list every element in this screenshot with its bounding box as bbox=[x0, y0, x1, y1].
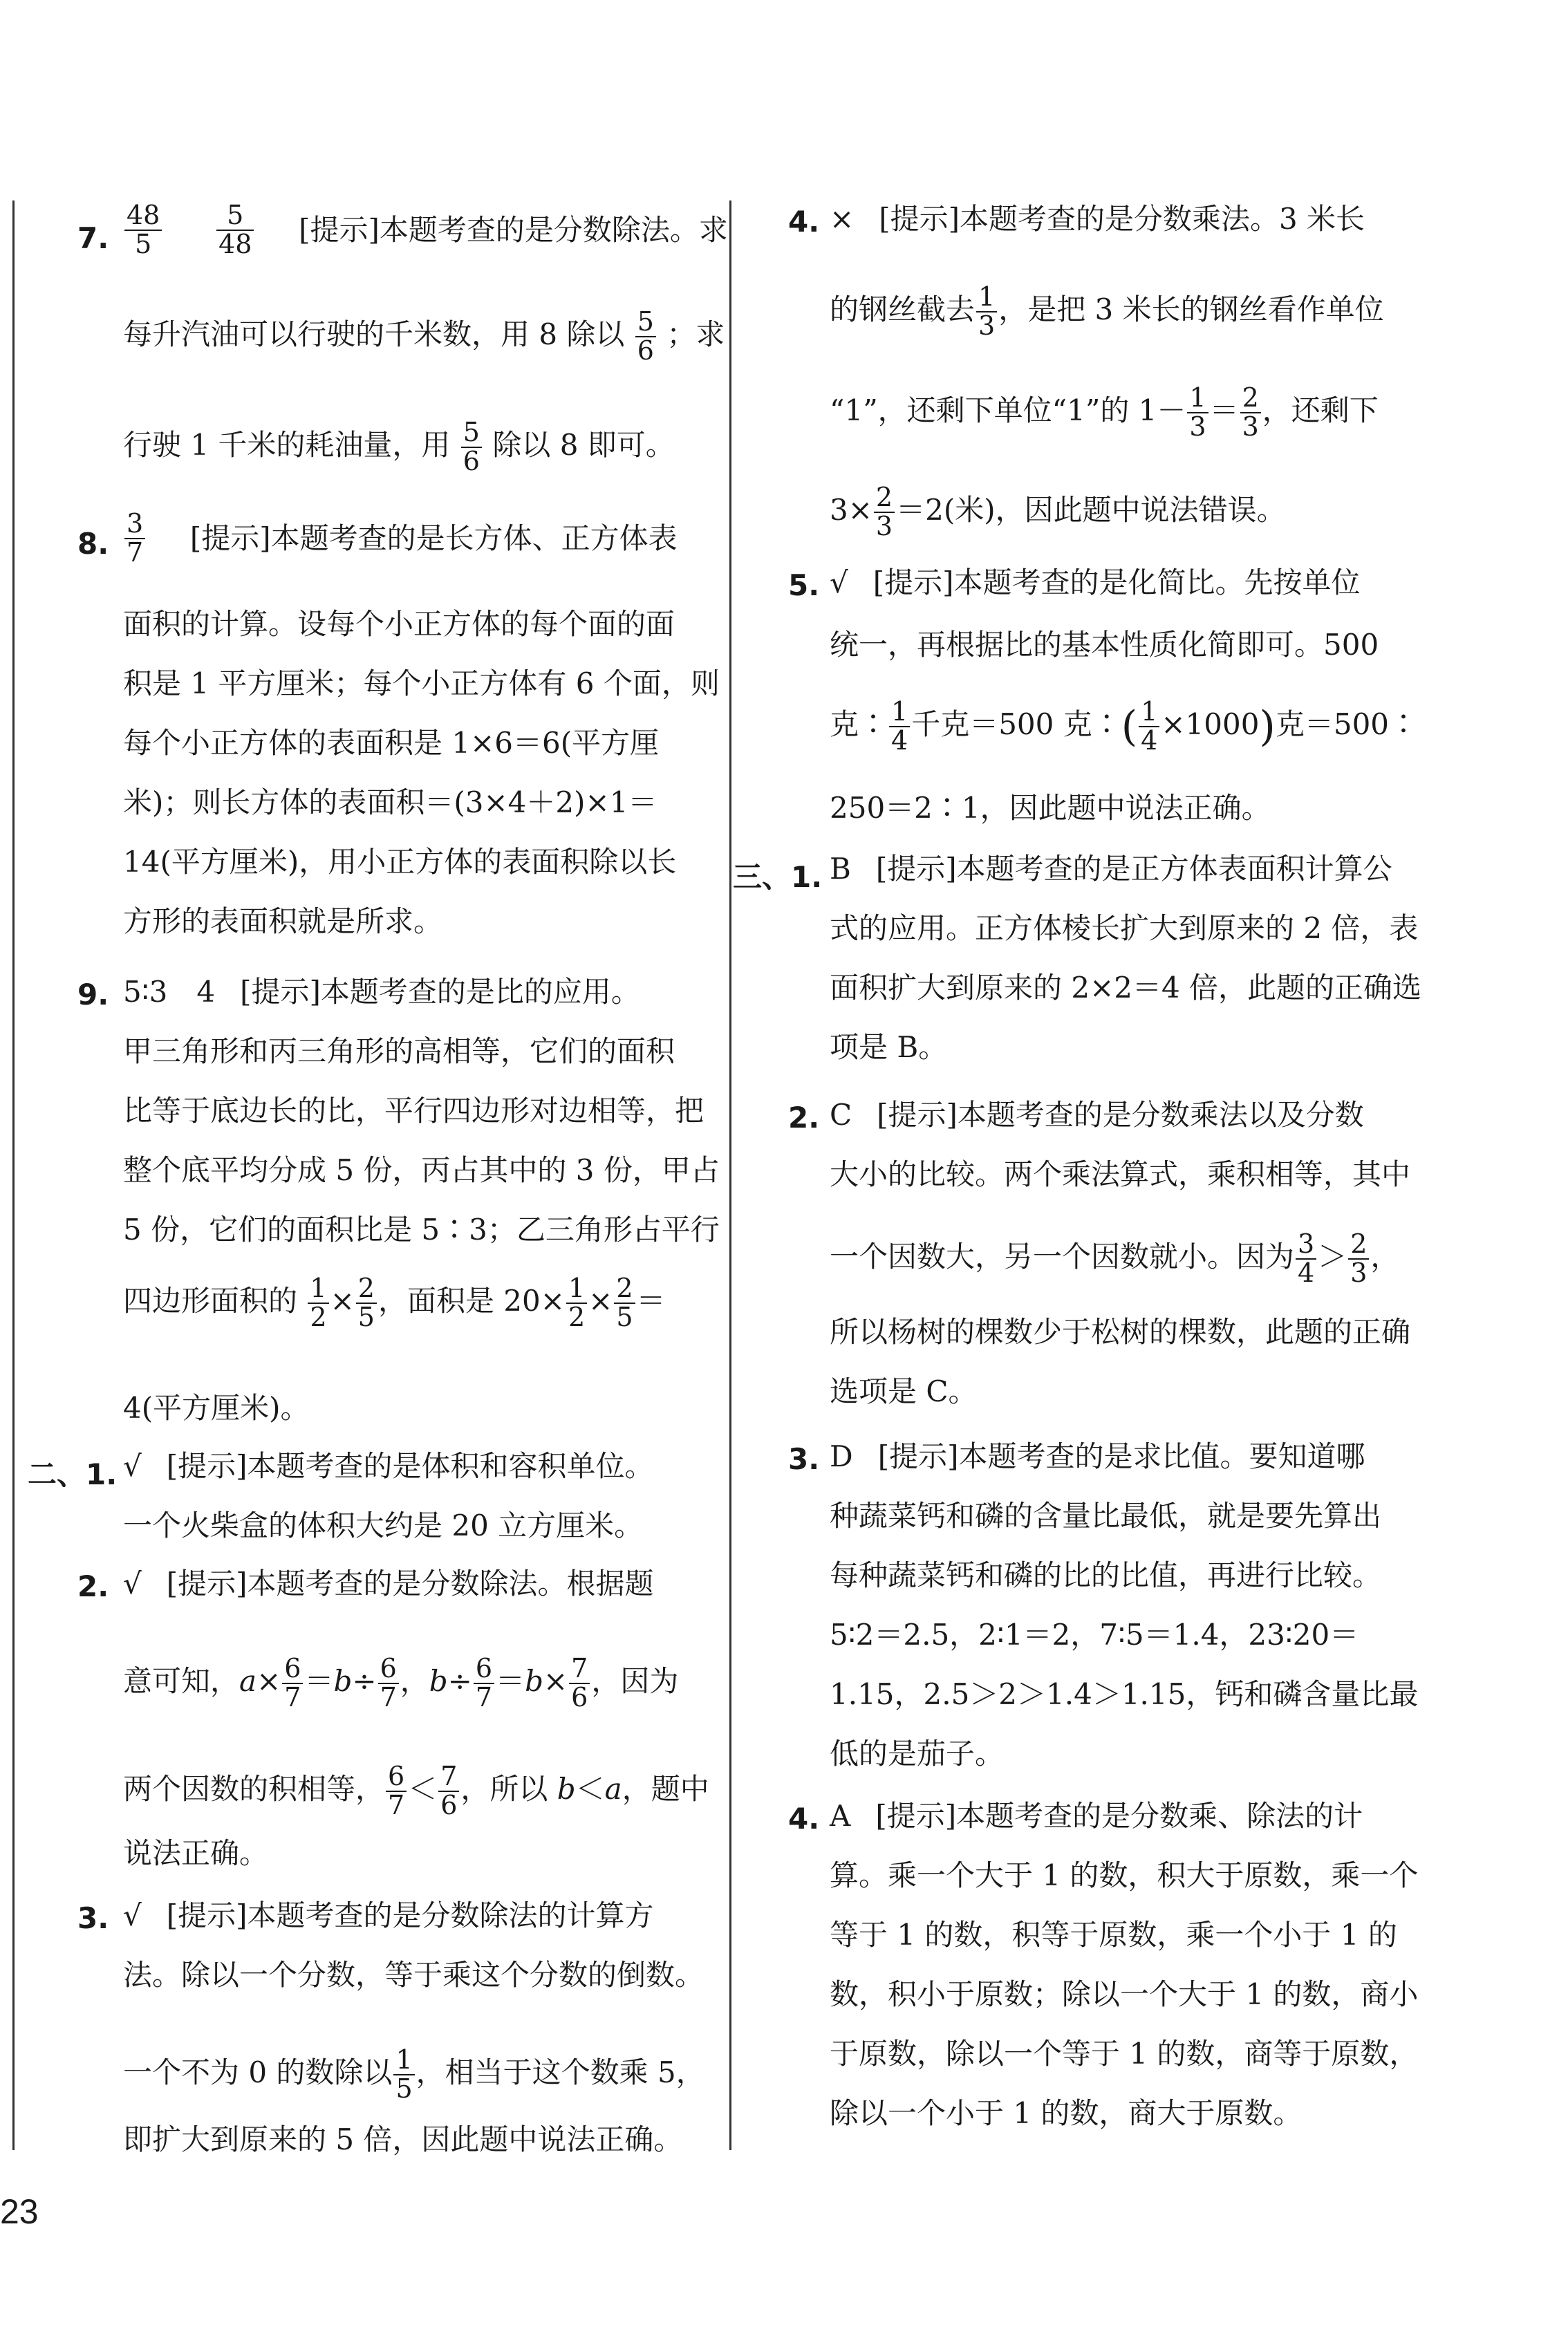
question-number: 4. bbox=[788, 205, 820, 239]
text-line: C [提示]本题考查的是分数乘法以及分数 bbox=[830, 1098, 1364, 1132]
text-line: 面积的计算。设每个小正方体的每个面的面 bbox=[123, 607, 675, 641]
question-number: 7. bbox=[77, 221, 109, 255]
text-line: 一个因数大，另一个因数就小。因为 $\frac{3}{4}$ ＞ $\frac{2}{3}$ ， bbox=[830, 1229, 1400, 1288]
text-line: 除以一个小于 1 的数，商大于原数。 bbox=[830, 2096, 1303, 2130]
section-number: 三、1. bbox=[733, 860, 823, 894]
text-line: 所以杨树的棵数少于松树的棵数，此题的正确 bbox=[830, 1315, 1411, 1349]
text-line: 即扩大到原来的 5 倍，因此题中说法正确。 bbox=[123, 2122, 683, 2156]
text-line: 大小的比较。两个乘法算式，乘积相等，其中 bbox=[830, 1157, 1411, 1191]
left-margin-rule bbox=[12, 200, 15, 2150]
fraction: $\frac{1}{4}$ bbox=[1139, 698, 1159, 755]
column-divider bbox=[729, 200, 731, 2150]
text-line: 四边形面积的 $\frac{1}{2}$ × $\frac{2}{5}$ ，面积是 20× $\frac{1}{2}$ × $\frac{2}{5}$ ＝ bbox=[123, 1273, 666, 1332]
text-line: 一个不为 0 的数除以 $\frac{1}{5}$ ，相当于这个数乘 5， bbox=[123, 2044, 705, 2104]
fraction: $\frac{48}{5}$ bbox=[124, 202, 162, 259]
text-line: 5 份，它们的面积比是 5∶3；乙三角形占平行 bbox=[123, 1213, 720, 1247]
text-line: 两个因数的积相等， $\frac{6}{7}$ ＜ $\frac{7}{6}$ ，所以 b＜a，题中 bbox=[123, 1761, 709, 1820]
text-line: 5∶2＝2.5，2∶1＝2，7∶5＝1.4，23∶20＝ bbox=[830, 1618, 1359, 1652]
text-line: √ [提示]本题考查的是分数除法。根据题 bbox=[123, 1567, 654, 1600]
text-line: 意可知，a× $\frac{6}{7}$ ＝b÷ $\frac{6}{7}$ ，b÷ $\frac{6}{7}$ ＝b× $\frac{7}{6}$ ，因为 bbox=[123, 1653, 679, 1712]
answer-values bbox=[123, 202, 728, 259]
fraction: $\frac{3}{7}$ bbox=[124, 510, 145, 567]
text-line: 5∶3 4 [提示]本题考查的是比的应用。 bbox=[123, 975, 640, 1009]
fraction: $\frac{6}{7}$ bbox=[378, 1655, 399, 1712]
text-line: 克∶ $\frac{1}{4}$ 千克＝500 克∶( $\frac{1}{4}$ ×1000)克＝500∶ bbox=[830, 696, 1419, 756]
text-line: 米)；则长方体的表面积＝(3×4＋2)×1＝ bbox=[123, 785, 657, 819]
text-line: 算。乘一个大于 1 的数，积大于原数，乘一个 bbox=[830, 1858, 1419, 1892]
text-line: 方形的表面积就是所求。 bbox=[123, 904, 443, 938]
fraction: $\frac{5}{6}$ bbox=[635, 308, 656, 365]
text-line: 比等于底边长的比，平行四边形对边相等，把 bbox=[123, 1094, 704, 1128]
text-line: 统一，再根据比的基本性质化简即可。500 bbox=[830, 628, 1379, 662]
text-line: × [提示]本题考查的是分数乘法。3 米长 bbox=[830, 202, 1365, 236]
question-number: 3. bbox=[77, 1901, 109, 1935]
text-line: “1”，还剩下单位“1”的 1－ $\frac{1}{3}$ ＝ $\frac{2}{3}$ ，还剩下 bbox=[830, 382, 1379, 442]
text-line: 种蔬菜钙和磷的含量比最低，就是要先算出 bbox=[830, 1499, 1382, 1533]
text-line: 法。除以一个分数，等于乘这个分数的倒数。 bbox=[123, 1958, 704, 1992]
hint-text: [提示]本题考查的是分数除法。求 bbox=[299, 212, 728, 247]
text-line: 积是 1 平方厘米；每个小正方体有 6 个面，则 bbox=[123, 666, 720, 700]
fraction: $\frac{1}{3}$ bbox=[976, 283, 997, 340]
fraction: $\frac{2}{5}$ bbox=[356, 1275, 377, 1332]
fraction: $\frac{7}{6}$ bbox=[569, 1655, 590, 1712]
fraction: $\frac{3}{4}$ bbox=[1296, 1231, 1316, 1287]
fraction: $\frac{2}{3}$ bbox=[1348, 1231, 1369, 1287]
fraction: $\frac{5}{48}$ bbox=[216, 202, 254, 259]
text-line: √ [提示]本题考查的是分数除法的计算方 bbox=[123, 1898, 654, 1932]
question-number: 2. bbox=[788, 1101, 820, 1135]
question-number: 2. bbox=[77, 1569, 109, 1603]
text-line: 选项是 C。 bbox=[830, 1374, 978, 1408]
text-line: 的钢丝截去 $\frac{1}{3}$ ，是把 3 米长的钢丝看作单位 bbox=[830, 281, 1384, 341]
text-line: $\frac{3}{7}$ [提示]本题考查的是长方体、正方体表 bbox=[123, 510, 678, 567]
fraction: $\frac{1}{2}$ bbox=[308, 1275, 328, 1332]
text-line: √ [提示]本题考查的是化简比。先按单位 bbox=[830, 566, 1361, 599]
text-line: 式的应用。正方体棱长扩大到原来的 2 倍，表 bbox=[830, 911, 1419, 945]
question-number: 8. bbox=[77, 527, 109, 561]
text-line: 说法正确。 bbox=[123, 1836, 269, 1870]
question-number: 5. bbox=[788, 568, 820, 602]
fraction: $\frac{1}{5}$ bbox=[393, 2046, 414, 2103]
text-line: 数，积小于原数；除以一个大于 1 的数，商小 bbox=[830, 1977, 1419, 2011]
text-line: 14(平方厘米)，用小正方体的表面积除以长 bbox=[123, 845, 677, 879]
question-number: 9. bbox=[77, 978, 109, 1011]
fraction: $\frac{5}{6}$ bbox=[461, 419, 482, 476]
text-line: 行驶 1 千米的耗油量，用 $\frac{5}{6}$ 除以 8 即可。 bbox=[123, 417, 675, 476]
fraction: $\frac{7}{6}$ bbox=[438, 1763, 459, 1820]
text-line: 每种蔬菜钙和磷的比的比值，再进行比较。 bbox=[830, 1558, 1382, 1592]
fraction: $\frac{6}{7}$ bbox=[282, 1655, 303, 1712]
text-line: 于原数，除以一个等于 1 的数，商等于原数， bbox=[830, 2037, 1419, 2071]
fraction: $\frac{1}{3}$ bbox=[1187, 384, 1208, 441]
text-line: 等于 1 的数，积等于原数，乘一个小于 1 的 bbox=[830, 1918, 1397, 1952]
fraction: $\frac{2}{5}$ bbox=[614, 1275, 635, 1332]
text-line: 整个底平均分成 5 份，丙占其中的 3 份，甲占 bbox=[123, 1153, 720, 1187]
fraction: $\frac{1}{2}$ bbox=[566, 1275, 587, 1332]
text-line: 一个火柴盒的体积大约是 20 立方厘米。 bbox=[123, 1509, 644, 1542]
text-line: 4(平方厘米)。 bbox=[123, 1391, 310, 1425]
question-number: 4. bbox=[788, 1802, 820, 1836]
fraction: $\frac{1}{4}$ bbox=[889, 698, 910, 755]
text-line: A [提示]本题考查的是分数乘、除法的计 bbox=[830, 1799, 1363, 1833]
fraction: $\frac{6}{7}$ bbox=[386, 1763, 407, 1820]
fraction: $\frac{2}{3}$ bbox=[874, 484, 895, 541]
question-number: 3. bbox=[788, 1442, 820, 1476]
text-line: 1.15，2.5＞2＞1.4＞1.15，钙和磷含量比最 bbox=[830, 1677, 1419, 1711]
fraction: $\frac{6}{7}$ bbox=[474, 1655, 494, 1712]
text-line: 项是 B。 bbox=[830, 1030, 948, 1064]
text-line: 每个小正方体的表面积是 1×6＝6(平方厘 bbox=[123, 726, 660, 760]
text-line: D [提示]本题考查的是求比值。要知道哪 bbox=[830, 1439, 1365, 1473]
page-number: 23 bbox=[0, 2192, 39, 2231]
text-line: B [提示]本题考查的是正方体表面积计算公 bbox=[830, 852, 1392, 886]
text-line: 3× $\frac{2}{3}$ ＝2(米)，因此题中说法错误。 bbox=[830, 482, 1286, 541]
text-line: 面积扩大到原来的 2×2＝4 倍，此题的正确选 bbox=[830, 971, 1422, 1005]
text-line: 250＝2∶1，因此题中说法正确。 bbox=[830, 791, 1271, 825]
section-number: 二、1. bbox=[28, 1457, 118, 1491]
text-line: 低的是茄子。 bbox=[830, 1737, 1005, 1771]
text-line: √ [提示]本题考查的是体积和容积单位。 bbox=[123, 1449, 654, 1483]
text-line: 每升汽油可以行驶的千米数，用 8 除以 $\frac{5}{6}$ ；求 bbox=[123, 306, 725, 366]
text-line: 甲三角形和丙三角形的高相等，它们的面积 bbox=[123, 1034, 675, 1068]
fraction: $\frac{2}{3}$ bbox=[1240, 384, 1261, 441]
